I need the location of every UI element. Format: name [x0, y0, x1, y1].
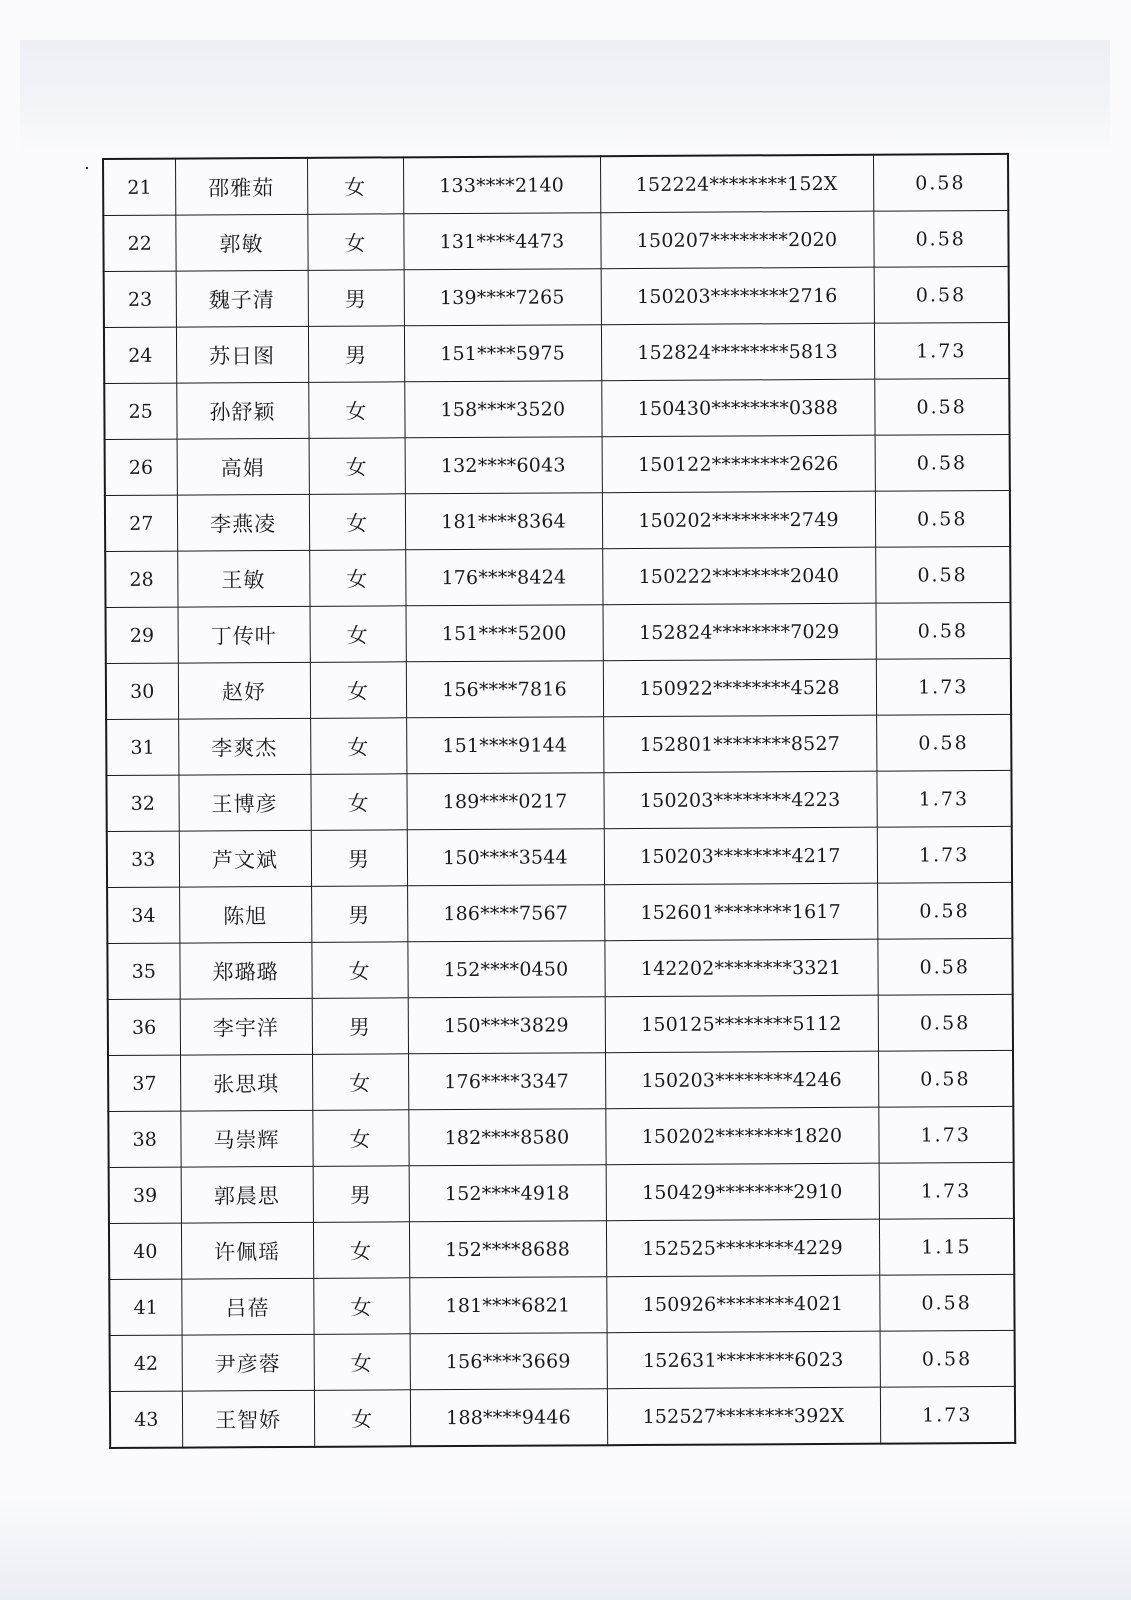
scan-shading-bottom — [0, 1500, 1131, 1600]
table-row — [109, 1274, 1014, 1335]
gender-cell: 女 — [310, 774, 406, 831]
row-number-cell: 26 — [105, 439, 177, 495]
scan-speck — [86, 167, 88, 169]
amount-cell: 0.58 — [875, 490, 1010, 547]
amount-cell: 0.58 — [873, 154, 1008, 211]
row-number-cell: 35 — [107, 943, 179, 999]
amount-cell: 0.58 — [877, 882, 1012, 939]
id-number-cell: 150222********2040 — [602, 547, 875, 605]
phone-cell: 152****8688 — [409, 1221, 606, 1278]
amount-cell: 0.58 — [875, 546, 1010, 603]
amount-cell: 0.58 — [874, 378, 1009, 435]
id-number-cell: 150203********4217 — [604, 827, 877, 885]
amount-cell: 0.58 — [875, 602, 1010, 659]
phone-cell: 181****8364 — [405, 493, 602, 550]
gender-cell: 女 — [310, 606, 406, 663]
name-cell: 李爽杰 — [178, 718, 310, 775]
name-cell: 马崇辉 — [180, 1110, 312, 1167]
gender-cell: 男 — [311, 830, 407, 887]
amount-cell: 1.73 — [880, 1386, 1015, 1443]
row-number-cell: 25 — [104, 383, 176, 439]
row-number-cell: 37 — [108, 1055, 180, 1111]
id-number-cell: 152631********6023 — [607, 1331, 880, 1389]
gender-cell: 女 — [313, 1278, 409, 1335]
name-cell: 吕蓓 — [181, 1278, 313, 1335]
amount-cell: 1.73 — [876, 770, 1011, 827]
name-cell: 陈旭 — [179, 886, 311, 943]
phone-cell: 133****2140 — [403, 156, 600, 214]
name-cell: 李燕凌 — [177, 494, 309, 551]
table-row — [104, 322, 1009, 383]
name-cell: 芦文斌 — [179, 830, 311, 887]
id-number-cell: 152601********1617 — [604, 883, 877, 941]
id-number-cell: 150203********4246 — [605, 1051, 878, 1109]
row-number-cell: 21 — [103, 159, 175, 216]
table-row — [110, 1386, 1015, 1448]
table-row — [106, 770, 1011, 831]
amount-cell: 0.58 — [877, 938, 1012, 995]
table-row — [105, 546, 1010, 607]
id-number-cell: 150202********1820 — [605, 1107, 878, 1165]
name-cell: 赵妤 — [178, 662, 310, 719]
amount-cell: 0.58 — [878, 1050, 1013, 1107]
amount-cell: 1.15 — [879, 1218, 1014, 1275]
amount-cell: 0.58 — [879, 1274, 1014, 1331]
gender-cell: 女 — [309, 494, 405, 551]
table-row — [106, 602, 1011, 663]
phone-cell: 139****7265 — [404, 269, 601, 326]
roster-table-container — [102, 153, 1014, 1449]
amount-cell: 0.58 — [874, 266, 1009, 323]
phone-cell: 151****5200 — [406, 605, 603, 662]
table-row — [109, 1162, 1014, 1223]
phone-cell: 189****0217 — [406, 773, 603, 830]
phone-cell: 176****3347 — [408, 1053, 605, 1110]
gender-cell: 男 — [312, 998, 408, 1055]
id-number-cell: 150203********2716 — [601, 267, 874, 325]
gender-cell: 女 — [314, 1334, 410, 1391]
table-row — [110, 1330, 1015, 1391]
name-cell: 王博彦 — [178, 774, 310, 831]
name-cell: 高娟 — [177, 438, 309, 495]
name-cell: 尹彦蓉 — [182, 1334, 314, 1391]
id-number-cell: 150122********2626 — [602, 435, 875, 493]
id-number-cell: 150125********5112 — [605, 995, 878, 1053]
table-row — [109, 1218, 1014, 1279]
row-number-cell: 40 — [109, 1223, 181, 1279]
id-number-cell: 152824********7029 — [603, 603, 876, 661]
amount-cell: 0.58 — [878, 994, 1013, 1051]
table-row — [108, 1050, 1013, 1111]
table-row — [107, 826, 1012, 887]
name-cell: 许佩瑶 — [181, 1222, 313, 1279]
table-row — [105, 434, 1010, 495]
id-number-cell: 150202********2749 — [602, 491, 875, 549]
name-cell: 郭晨思 — [181, 1166, 313, 1223]
row-number-cell: 38 — [108, 1111, 180, 1167]
id-number-cell: 150922********4528 — [603, 659, 876, 717]
row-number-cell: 27 — [105, 495, 177, 551]
amount-cell: 0.58 — [880, 1330, 1015, 1387]
amount-cell: 1.73 — [879, 1162, 1014, 1219]
name-cell: 李宇洋 — [180, 998, 312, 1055]
row-number-cell: 32 — [106, 775, 178, 831]
amount-cell: 1.73 — [878, 1106, 1013, 1163]
table-row — [106, 658, 1011, 719]
amount-cell: 1.73 — [874, 322, 1009, 379]
table-row — [106, 714, 1011, 775]
table-row — [103, 154, 1008, 216]
id-number-cell: 152224********152X — [600, 155, 873, 213]
phone-cell: 151****5975 — [404, 325, 601, 382]
phone-cell: 151****9144 — [406, 717, 603, 774]
row-number-cell: 43 — [110, 1391, 182, 1448]
scan-shading-top — [20, 40, 1110, 150]
roster-table-body — [103, 154, 1015, 1448]
amount-cell: 0.58 — [875, 434, 1010, 491]
phone-cell: 131****4473 — [403, 213, 600, 270]
row-number-cell: 33 — [107, 831, 179, 887]
name-cell: 张思琪 — [180, 1054, 312, 1111]
id-number-cell: 152824********5813 — [601, 323, 874, 381]
gender-cell: 女 — [309, 550, 405, 607]
gender-cell: 男 — [308, 326, 404, 383]
row-number-cell: 29 — [106, 607, 178, 663]
id-number-cell: 142202********3321 — [604, 939, 877, 997]
name-cell: 丁传叶 — [178, 606, 310, 663]
gender-cell: 女 — [312, 1110, 408, 1167]
gender-cell: 女 — [310, 718, 406, 775]
phone-cell: 176****8424 — [405, 549, 602, 606]
name-cell: 郭敏 — [175, 214, 307, 271]
id-number-cell: 150926********4021 — [606, 1275, 879, 1333]
table-row — [107, 882, 1012, 943]
name-cell: 王智娇 — [182, 1390, 314, 1447]
gender-cell: 女 — [307, 157, 403, 214]
phone-cell: 181****6821 — [409, 1277, 606, 1334]
table-row — [108, 994, 1013, 1055]
name-cell: 邵雅茹 — [175, 158, 307, 215]
id-number-cell: 150203********4223 — [603, 771, 876, 829]
phone-cell: 150****3544 — [407, 829, 604, 886]
row-number-cell: 42 — [110, 1335, 182, 1391]
table-row — [103, 210, 1008, 271]
phone-cell: 188****9446 — [410, 1389, 607, 1447]
row-number-cell: 24 — [104, 327, 176, 383]
row-number-cell: 36 — [108, 999, 180, 1055]
row-number-cell: 41 — [109, 1279, 181, 1335]
name-cell: 苏日图 — [176, 326, 308, 383]
gender-cell: 男 — [308, 270, 404, 327]
phone-cell: 132****6043 — [405, 437, 602, 494]
gender-cell: 男 — [311, 886, 407, 943]
phone-cell: 156****3669 — [410, 1333, 607, 1390]
gender-cell: 女 — [312, 1054, 408, 1111]
name-cell: 孙舒颖 — [176, 382, 308, 439]
amount-cell: 0.58 — [876, 714, 1011, 771]
name-cell: 王敏 — [177, 550, 309, 607]
roster-table — [102, 153, 1016, 1449]
gender-cell: 女 — [309, 438, 405, 495]
id-number-cell: 152527********392X — [607, 1387, 880, 1445]
gender-cell: 女 — [314, 1390, 410, 1447]
id-number-cell: 152801********8527 — [603, 715, 876, 773]
gender-cell: 女 — [308, 382, 404, 439]
phone-cell: 158****3520 — [404, 381, 601, 438]
id-number-cell: 150207********2020 — [600, 211, 873, 269]
table-row — [107, 938, 1012, 999]
row-number-cell: 39 — [109, 1167, 181, 1223]
amount-cell: 1.73 — [877, 826, 1012, 883]
phone-cell: 152****4918 — [409, 1165, 606, 1222]
table-row — [108, 1106, 1013, 1167]
gender-cell: 男 — [313, 1166, 409, 1223]
table-row — [105, 490, 1010, 551]
row-number-cell: 31 — [106, 719, 178, 775]
phone-cell: 150****3829 — [408, 997, 605, 1054]
gender-cell: 女 — [307, 214, 403, 271]
gender-cell: 女 — [311, 942, 407, 999]
name-cell: 郑璐璐 — [179, 942, 311, 999]
id-number-cell: 150430********0388 — [601, 379, 874, 437]
table-row — [104, 266, 1009, 327]
row-number-cell: 23 — [104, 271, 176, 327]
phone-cell: 186****7567 — [407, 885, 604, 942]
row-number-cell: 34 — [107, 887, 179, 943]
row-number-cell: 30 — [106, 663, 178, 719]
amount-cell: 1.73 — [876, 658, 1011, 715]
gender-cell: 女 — [313, 1222, 409, 1279]
phone-cell: 152****0450 — [407, 941, 604, 998]
row-number-cell: 28 — [105, 551, 177, 607]
gender-cell: 女 — [310, 662, 406, 719]
phone-cell: 182****8580 — [408, 1109, 605, 1166]
amount-cell: 0.58 — [873, 210, 1008, 267]
row-number-cell: 22 — [103, 215, 175, 271]
phone-cell: 156****7816 — [406, 661, 603, 718]
id-number-cell: 150429********2910 — [606, 1163, 879, 1221]
table-row — [104, 378, 1009, 439]
id-number-cell: 152525********4229 — [606, 1219, 879, 1277]
name-cell: 魏子清 — [176, 270, 308, 327]
